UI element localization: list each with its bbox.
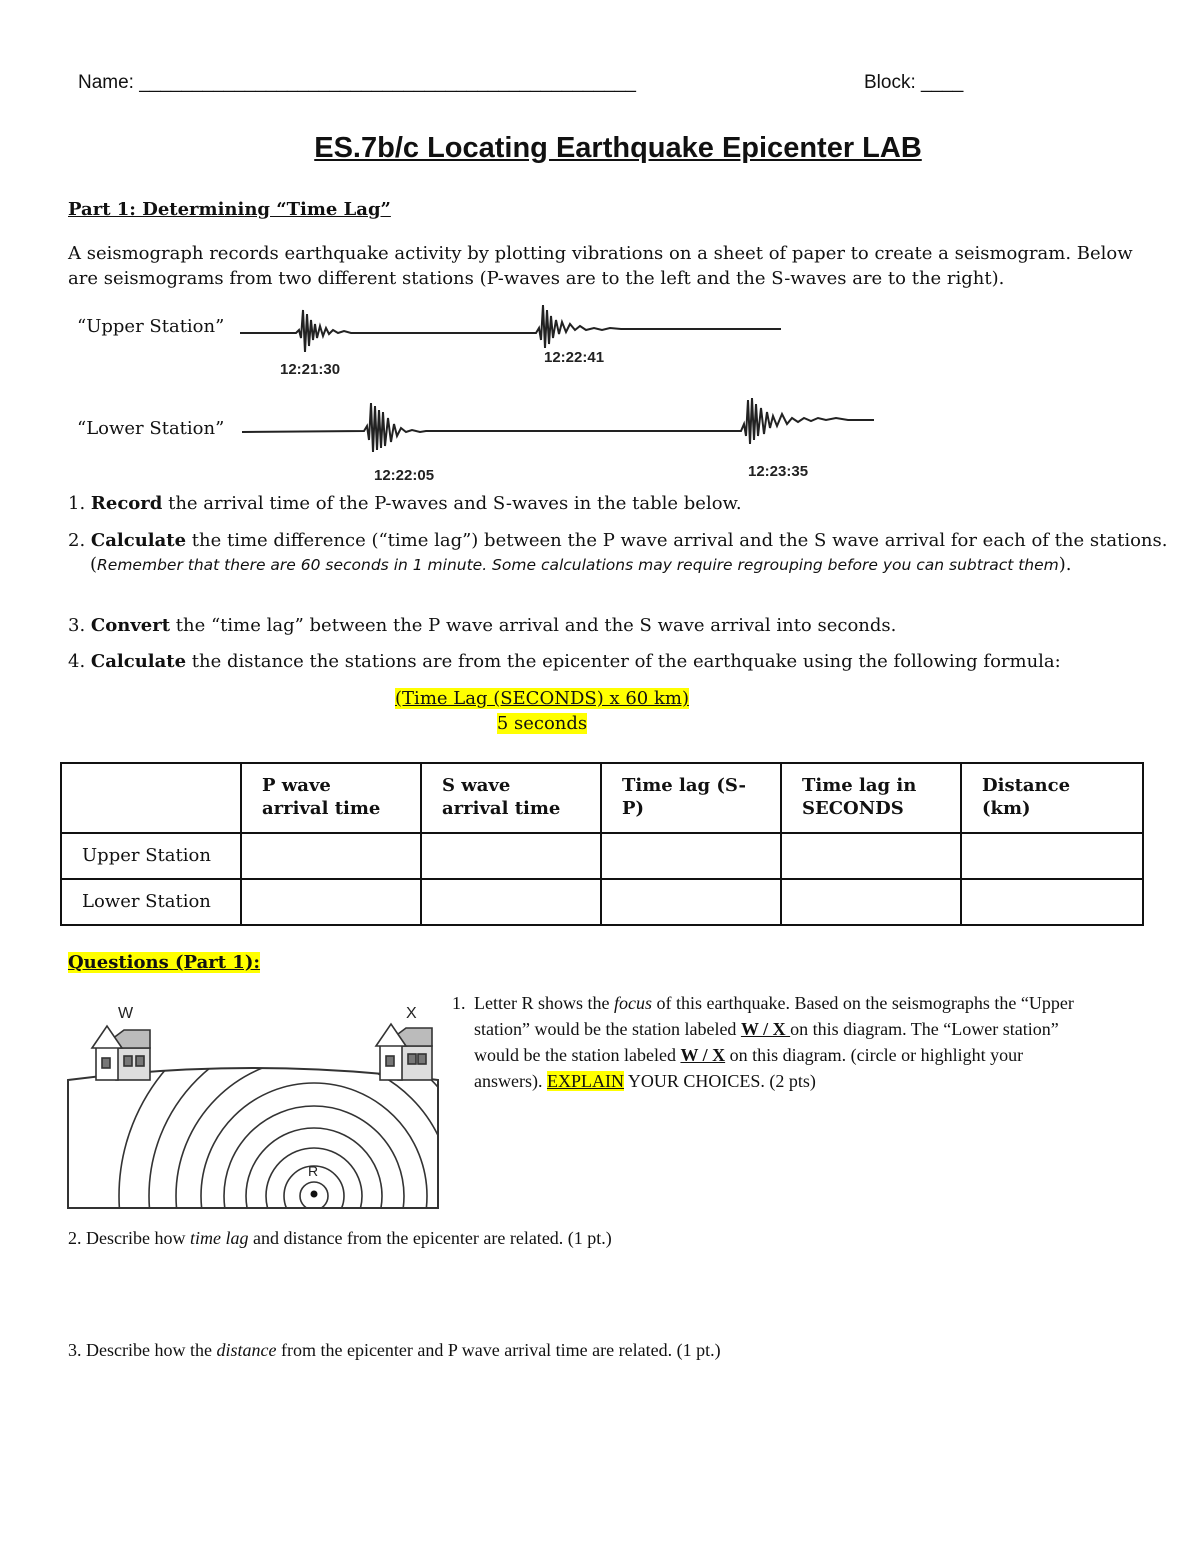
lower-p-time: 12:22:05 bbox=[374, 467, 435, 484]
block-blank[interactable]: ____ bbox=[921, 72, 964, 93]
question-2: 2. Describe how time lag and distance from the epicenter are related. (1 pt.) bbox=[68, 1228, 612, 1248]
label-x: X bbox=[406, 1005, 417, 1022]
lower-seismogram-trace bbox=[242, 398, 874, 452]
table-cell[interactable] bbox=[601, 833, 781, 879]
block-line bbox=[864, 72, 963, 94]
formula-numerator: (Time Lag (SECONDS) x 60 km) bbox=[395, 688, 689, 709]
step-1: 1. Record the arrival time of the P-waves and S-waves in the table below. bbox=[68, 493, 742, 514]
name-line bbox=[78, 72, 636, 94]
table-cell[interactable] bbox=[961, 833, 1143, 879]
step-2-note: Remember that there are 60 seconds in 1 minute. Some calculations may require regrouping before you can subtract them bbox=[97, 556, 1059, 574]
table-cell[interactable] bbox=[241, 879, 421, 925]
distance-formula bbox=[0, 686, 1084, 736]
focus-point bbox=[311, 1191, 318, 1198]
table-header-cell: Distance (km) bbox=[961, 763, 1143, 833]
table-cell[interactable] bbox=[421, 879, 601, 925]
questions-heading: Questions (Part 1): bbox=[68, 952, 260, 973]
table-row bbox=[61, 833, 1143, 879]
table-cell[interactable] bbox=[421, 833, 601, 879]
page-title: ES.7b/c Locating Earthquake Epicenter LAB bbox=[314, 132, 922, 164]
upper-s-time: 12:22:41 bbox=[544, 349, 605, 366]
seismogram-figure bbox=[236, 300, 896, 490]
upper-station-label: “Upper Station” bbox=[77, 316, 225, 337]
upper-seismogram-trace bbox=[240, 305, 781, 352]
name-blank[interactable]: _______________________________________________ bbox=[139, 72, 636, 93]
formula-denominator: 5 seconds bbox=[496, 713, 588, 734]
step-2: 2. Calculate the time difference (“time lag”) between the P wave arrival and the S wave arrival for each of the stations. (Remember that there are 60 seconds in 1 minute. Some calculations may require regrouping before you can subtract them). bbox=[68, 530, 1168, 575]
table-row bbox=[61, 879, 1143, 925]
question-1: 1. Letter R shows the focus of this earthquake. Based on the seismographs the “Upper station” would be the station labeled W / X on this diagram. The “Lower station” would be the station labeled W / X on this diagram. (circle or highlight your answers). EXPLAIN YOUR CHOICES. (2 pts) bbox=[452, 993, 1074, 1091]
table-header-cell: Time lag (S-P) bbox=[601, 763, 781, 833]
earthquake-focus-diagram bbox=[62, 996, 444, 1214]
house-w-icon bbox=[92, 1026, 150, 1080]
table-header-row bbox=[61, 763, 1143, 833]
intro-paragraph: A seismograph records earthquake activity by plotting vibrations on a sheet of paper to create a seismogram. Below are seismograms from two different stations (P-waves are to the left and the S-waves are to the right). bbox=[68, 243, 1133, 289]
label-r: R bbox=[308, 1163, 319, 1179]
table-header-cell: P wave arrival time bbox=[241, 763, 421, 833]
data-table bbox=[60, 762, 1144, 926]
lower-station-choice[interactable]: W / X bbox=[680, 1045, 726, 1065]
block-label: Block: bbox=[864, 72, 922, 93]
step-4: 4. Calculate the distance the stations are from the epicenter of the earthquake using the following formula: bbox=[68, 651, 1061, 672]
label-w: W bbox=[118, 1005, 134, 1022]
row-label: Lower Station bbox=[61, 879, 241, 925]
part1-heading: Part 1: Determining “Time Lag” bbox=[68, 199, 391, 220]
upper-p-time: 12:21:30 bbox=[280, 361, 341, 378]
lower-station-label: “Lower Station” bbox=[77, 418, 225, 439]
table-cell[interactable] bbox=[241, 833, 421, 879]
table-header-cell: S wave arrival time bbox=[421, 763, 601, 833]
table-header-cell: Time lag in SECONDS bbox=[781, 763, 961, 833]
upper-station-choice[interactable]: W / X bbox=[740, 1019, 791, 1039]
question-3: 3. Describe how the distance from the epicenter and P wave arrival time are related. (1 pt.) bbox=[68, 1340, 721, 1360]
table-cell[interactable] bbox=[781, 879, 961, 925]
table-cell[interactable] bbox=[961, 879, 1143, 925]
table-cell[interactable] bbox=[601, 879, 781, 925]
row-label: Upper Station bbox=[61, 833, 241, 879]
table-cell[interactable] bbox=[781, 833, 961, 879]
lower-s-time: 12:23:35 bbox=[748, 463, 809, 480]
name-label: Name: bbox=[78, 72, 140, 93]
table-header-cell bbox=[61, 763, 241, 833]
house-x-icon bbox=[376, 1024, 432, 1080]
step-3: 3. Convert the “time lag” between the P wave arrival and the S wave arrival into seconds. bbox=[68, 615, 897, 636]
